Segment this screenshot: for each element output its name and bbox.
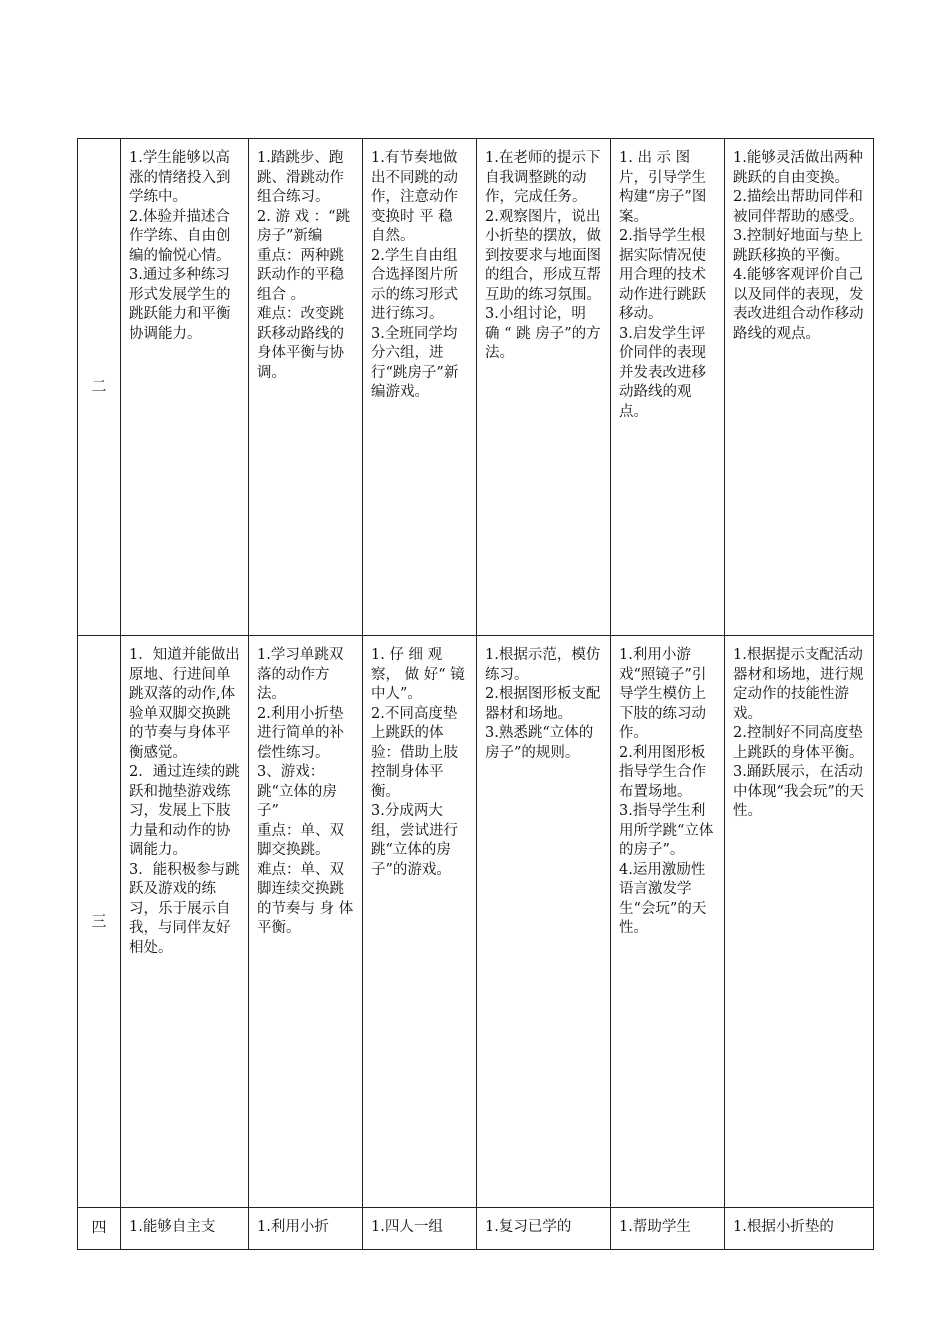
table-cell [725, 139, 874, 636]
table-row [78, 636, 874, 1208]
table-cell [363, 139, 477, 636]
table-row [78, 1208, 874, 1250]
table-cell [249, 636, 363, 1208]
table-cell [477, 139, 611, 636]
cell-text: 1. 仔 细 观察， 做 好“ 镜 中人”。 2.不同高度垫上跳跃的体验：借助上肢控制身体平衡。 3.分成两大组，尝试进行跳“立体的房子”的游戏。 [371, 647, 465, 878]
table-cell [725, 636, 874, 1208]
cell-text: 1.根据小折垫的 [733, 1219, 834, 1235]
table-cell [477, 636, 611, 1208]
cell-text: 1.利用小折 [257, 1219, 329, 1235]
cell-text: 1.帮助学生 [619, 1219, 691, 1235]
row-label: 四 [78, 1208, 121, 1250]
cell-text: 1.学习单跳双落的动作方法。 2.利用小折垫进行简单的补偿性练习。 3、游戏：跳“立体的房子” 重点：单、双脚交换跳。 难点：单、双脚连续交换跳的节奏与 身 体 平衡。 [257, 647, 354, 936]
cell-text: 1．知道并能做出原地、行进间单跳双落的动作,体验单双脚交换跳的节奏与身体平衡感觉。 2．通过连续的跳跃和抛垫游戏练习，发展上下肢力量和动作的协调能力。 3．能积极参与跳跃及游戏的练习，乐于展示自我，与同伴友好相处。 [129, 647, 240, 956]
table-cell [121, 636, 249, 1208]
cell-text: 1.复习已学的 [485, 1219, 572, 1235]
table-cell [611, 636, 725, 1208]
cell-text: 1.利用小游戏“照镜子”引导学生模仿上下肢的练习动作。 2.利用图形板指导学生合作布置场地。 3.指导学生利用所学跳“立体的房子”。 4.运用激励性语言激发学生“会玩”的天性。 [619, 647, 714, 936]
row-label: 三 [78, 636, 121, 1208]
cell-text: 1.能够自主支 [129, 1219, 216, 1235]
cell-text: 1.根据示范，模仿练习。 2.根据图形板支配器材和场地。 3.熟悉跳“立体的房子”的规则。 [485, 647, 601, 761]
table-row [78, 139, 874, 636]
cell-text: 1.有节奏地做出不同跳的动作，注意动作变换时 平 稳 自然。 2.学生自由组合选择图片所示的练习形式进行练习。 3.全班同学均分六组，进行“跳房子”新编游戏。 [371, 150, 459, 400]
cell-text: 1. 出 示 图片，引导学生构建“房子”图案。 2.指导学生根据实际情况使用合理的技术动作进行跳跃移动。 3.启发学生评价同伴的表现并发表改进移动路线的观点。 [619, 150, 707, 420]
table-cell [121, 1208, 249, 1250]
cell-text: 1.学生能够以高涨的情绪投入到学练中。 2.体验并描述合作学练、自由创编的愉悦心情。 3.通过多种练习形式发展学生的跳跃能力和平衡协调能力。 [129, 150, 231, 342]
table-cell [725, 1208, 874, 1250]
cell-text: 1.踏跳步、跑跳、滑跳动作组合练习。 2. 游 戏 ：“跳房子”新编 重点：两种跳跃动作的平稳组合 。 难点：改变跳跃移动路线的身体平衡与协调。 [257, 150, 351, 381]
table-cell [611, 1208, 725, 1250]
row-label: 二 [78, 139, 121, 636]
cell-text: 1.能够灵活做出两种跳跃的自由变换。 2.描绘出帮助同伴和被同伴帮助的感受。 3.控制好地面与垫上跳跃移换的平衡。 4.能够客观评价自己以及同伴的表现，发表改进组合动作移动路线的观点。 [733, 150, 864, 342]
table-cell [363, 636, 477, 1208]
table-cell [121, 139, 249, 636]
cell-text: 1.根据提示支配活动器材和场地，进行规定动作的技能性游戏。 2.控制好不同高度垫上跳跃的身体平衡。 3.踊跃展示，在活动中体现“我会玩”的天性。 [733, 647, 864, 819]
table-cell [363, 1208, 477, 1250]
cell-text: 1.在老师的提示下自我调整跳的动作，完成任务。 2.观察图片，说出小折垫的摆放，做到按要求与地面图的组合，形成互帮互助的练习氛围。 3.小组讨论，明 确 “ 跳 房子”的方法。 [485, 150, 601, 361]
table-cell [249, 139, 363, 636]
lesson-plan-table [77, 138, 874, 1250]
table-cell [249, 1208, 363, 1250]
table-cell [611, 139, 725, 636]
cell-text: 1.四人一组 [371, 1219, 443, 1235]
table-cell [477, 1208, 611, 1250]
